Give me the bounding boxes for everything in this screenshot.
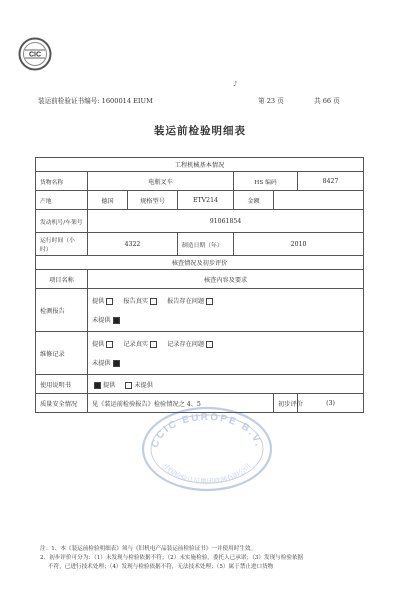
amount-label: 金额 [234,191,274,210]
inspection-table [35,157,364,413]
hs-value: 8427 [298,172,364,191]
company-stamp [140,404,275,494]
mfg-label: 制造日期（年） [178,233,234,256]
maint-opt-true: 记录真实 [123,341,149,348]
footnotes [40,545,365,572]
eval-value: (3) [298,394,364,413]
hours-value: 4322 [88,233,178,256]
manual-yes: 提供 [103,381,116,389]
checkbox-true[interactable] [150,298,157,305]
cert-number: 装运前检验证书编号: 1600014 EIUM [38,97,153,105]
report-opt-provided: 提供 [92,298,105,305]
checkbox-maint-true[interactable] [150,341,157,348]
report-label: 检测报告 [36,289,88,332]
checkbox-problem[interactable] [206,298,213,305]
item-header: 项目名称 [36,270,88,289]
maint-opt-none: 未提供 [92,360,111,367]
content-header: 核查内容及要求 [88,270,364,289]
origin-value: 德国 [88,191,128,210]
maint-label: 维修记录 [36,332,88,375]
model-label: 规格型号 [128,191,178,210]
section-basic: 工程机械基本情况 [36,158,364,172]
page-number: 第 23 页 [258,97,284,105]
manual-no: 未提供 [134,381,153,389]
maint-opt-provided: 提供 [92,341,105,348]
cic-logo [18,37,52,71]
checkbox-manual-yes[interactable] [94,382,101,389]
name-label: 货物名称 [36,172,88,191]
manual-label: 使用说明书 [36,375,88,394]
section-inspect: 核查情况及初步评价 [36,256,364,270]
manual-content [88,375,364,394]
maint-content [88,332,364,375]
stamp-bottom-text: 中国检验认证集团欧洲有限公司 [161,462,253,487]
document-title: 装运前检验明细表 [154,125,246,137]
hours-label: 运行时间（小时） [36,233,88,256]
checkbox-maint-provided[interactable] [106,341,113,348]
report-content [88,289,364,332]
maint-opt-problem: 记录存在问题 [167,341,205,348]
stamp-top-text: CCIC EUROPE B.V. [149,411,265,450]
checkbox-none-checked[interactable] [113,317,120,324]
safety-label: 质量安全情况 [36,394,88,413]
report-opt-problem: 报告存在问题 [167,298,205,305]
logo-text: CIC [28,51,42,59]
model-value: ETV214 [178,191,234,210]
note-line-2: 2、初步评价可分为：（1）未发现与检验依据不符；（2）未实施检验，委托人已承诺；（3）发现与检验依据 [40,555,304,561]
checkbox-manual-no[interactable] [125,382,132,389]
page-total: 共 66 页 [314,97,340,105]
eval-label: 初步评价 [274,394,298,413]
cert-line [38,95,368,105]
origin-label: 产地 [36,191,88,210]
report-opt-none: 未提供 [92,317,111,324]
checkbox-maint-problem[interactable] [206,341,213,348]
hs-label: HS 编码 [234,172,298,191]
note-line-1: 注：1、本《装运前检验明细表》须与《旧机电产品装运前检验证书》一并使用时生效。 [40,546,257,552]
checkbox-maint-none-checked[interactable] [113,360,120,367]
mfg-value: 2010 [234,233,364,256]
ink-mark: ♪ [233,80,238,88]
report-opt-true: 报告真实 [123,298,149,305]
engine-value: 91061854 [88,210,364,233]
amount-value [274,191,364,210]
name-value: 电瓶叉车 [88,172,234,191]
note-line-3: 不符，已进行技术处理；（4）发现与检验依据不符，无法技术处理；（5）属于禁止进口货物 [48,564,274,570]
checkbox-provided[interactable] [106,298,113,305]
engine-label: 发动机号/车架号 [36,210,88,233]
safety-value: 见《装运前检验报告》检验情况之 4、5 [88,394,274,413]
